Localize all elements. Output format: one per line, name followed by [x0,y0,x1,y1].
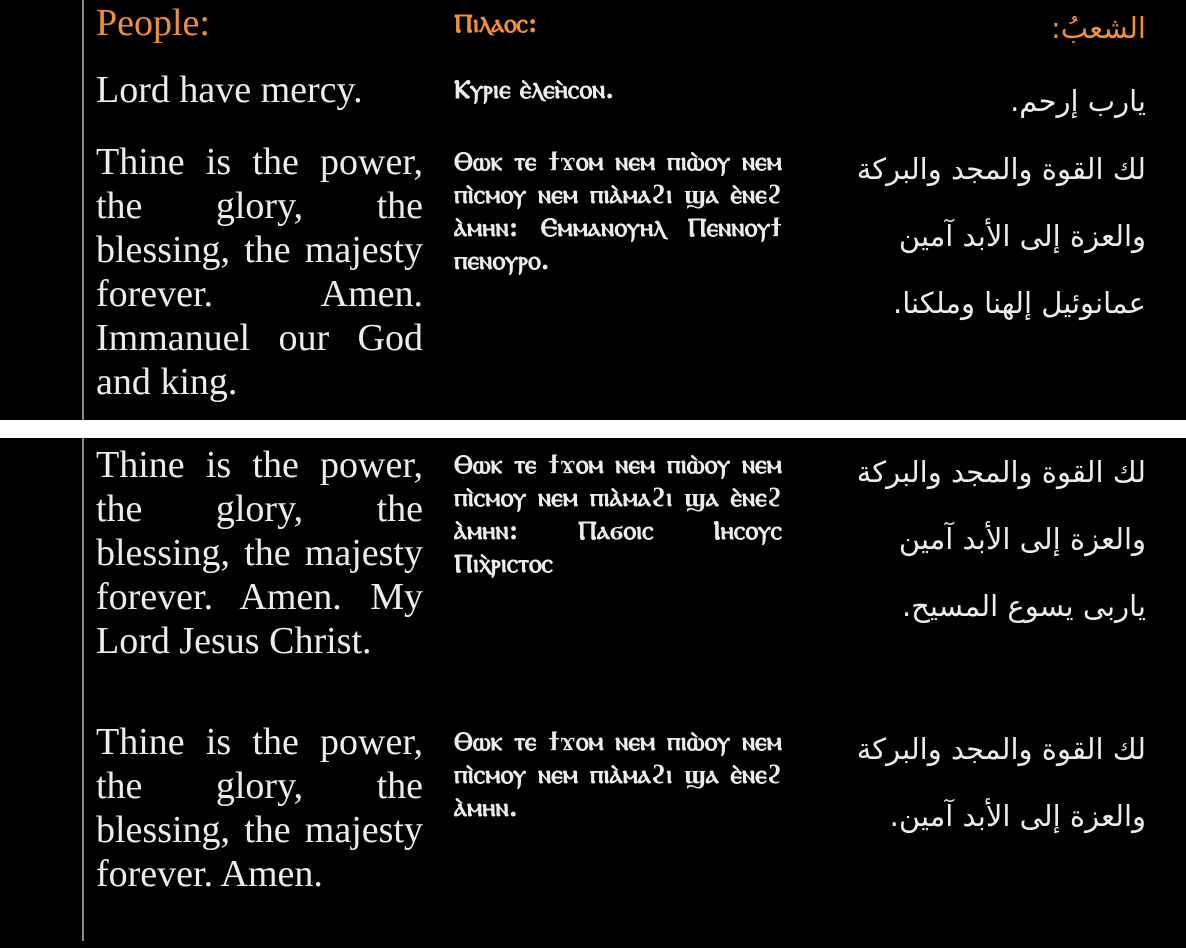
slide-panel-bottom [0,438,1186,948]
verse-arabic: لك القوة والمجد والبركة والعزة إلى الأبد آمين ياربى يسوع المسيح. [856,455,1146,623]
panel-separator [0,420,1186,438]
verse-arabic: لك القوة والمجد والبركة والعزة إلى الأبد آمين. [856,732,1146,833]
header-coptic: Ⲡⲓⲗⲁⲟⲥ: [454,9,538,39]
verse-coptic: Ⲑⲱⲕ ⲧⲉ ϯϫⲟⲙ ⲛⲉⲙ ⲡⲓⲱ̀ⲟⲩ ⲛⲉⲙ ⲡⲓ̀ⲥⲙⲟⲩ ⲛⲉⲙ ⲡⲓⲁ̀ⲙⲁϩⲓ ϣⲁ ⲉ̀ⲛⲉϩ ⲁ̀ⲙⲏⲛ. [454,727,782,823]
verse-arabic: لك القوة والمجد والبركة والعزة إلى الأبد آمين عمانوئيل إلهنا وملكنا. [856,152,1146,320]
verse-english: Thine is the power, the glory, the blessing, the majesty forever. Amen. My Lord Jesus Christ. [96,444,423,662]
header-english: People: [96,2,210,44]
verse-coptic: Ⲑⲱⲕ ⲧⲉ ϯϫⲟⲙ ⲛⲉⲙ ⲡⲓⲱ̀ⲟⲩ ⲛⲉⲙ ⲡⲓ̀ⲥⲙⲟⲩ ⲛⲉⲙ ⲡⲓⲁ̀ⲙⲁϩⲓ ϣⲁ ⲉ̀ⲛⲉϩ ⲁ̀ⲙⲏⲛ: Ⲉⲙⲙⲁⲛⲟⲩⲏⲗ Ⲡⲉⲛⲛⲟⲩϯ ⲡⲉⲛⲟⲩⲣⲟ. [454,147,782,276]
slide-panel-top [0,0,1186,420]
header-arabic: الشعبُ: [1050,11,1146,45]
verse-coptic: Ⲑⲱⲕ ⲧⲉ ϯϫⲟⲙ ⲛⲉⲙ ⲡⲓⲱ̀ⲟⲩ ⲛⲉⲙ ⲡⲓ̀ⲥⲙⲟⲩ ⲛⲉⲙ ⲡⲓⲁ̀ⲙⲁϩⲓ ϣⲁ ⲉ̀ⲛⲉϩ ⲁ̀ⲙⲏⲛ: Ⲡⲁϭⲟⲓⲥ Ⲓⲏⲥⲟⲩⲥ Ⲡⲓⲭ̀ⲣⲓⲥⲧⲟⲥ [454,450,782,579]
left-divider-rule [82,0,84,420]
verse-english: Thine is the power, the glory, the blessing, the majesty forever. Amen. Immanuel our God and king. [96,141,423,403]
verse-arabic: يارب إرحم. [1010,84,1146,118]
verse-english: Lord have mercy. [96,69,363,111]
verse-english: Thine is the power, the glory, the blessing, the majesty forever. Amen. [96,721,423,895]
left-divider-rule [82,438,84,941]
verse-coptic: Ⲕⲩⲣⲓⲉ ⲉ̀ⲗⲉⲏ̀ⲥⲟⲛ. [454,75,615,105]
